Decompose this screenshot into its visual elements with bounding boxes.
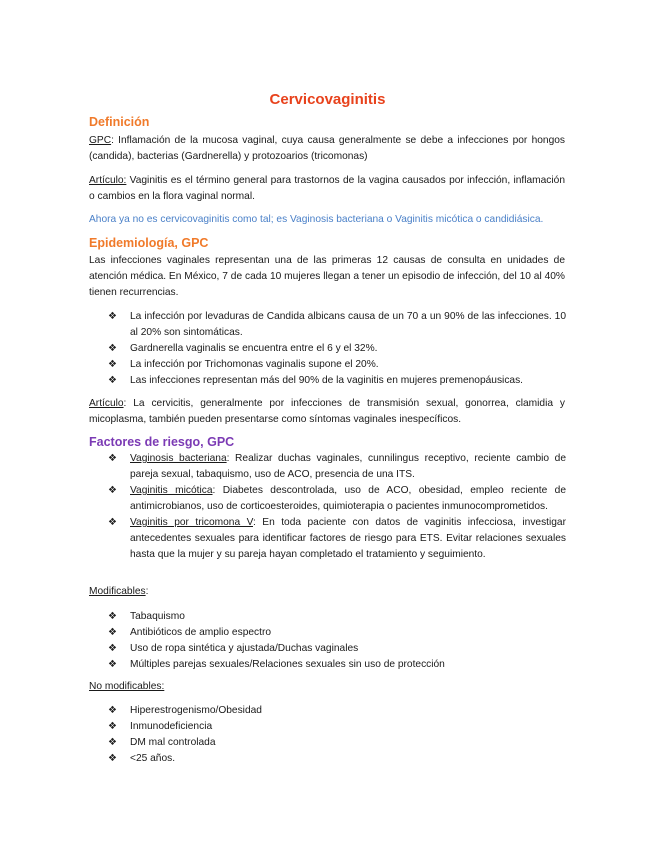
list-item: ❖ Inmunodeficiencia: [108, 719, 566, 735]
paragraph-gpc-definicion: [89, 133, 565, 165]
diamond-bullet-icon: ❖: [108, 517, 117, 528]
diamond-bullet-icon: ❖: [108, 643, 117, 654]
list-item: ❖ Vaginitis por tricomona V: En toda paciente con datos de vaginitis infecciosa, investigar antecedentes sexuales para identificar factores de riesgo para ETS. Evitar relaciones sexuales hasta que la mujer y su pareja hayan completado el tratamiento y seguimiento.: [108, 517, 566, 560]
list-item: ❖ La infección por levaduras de Candida albicans causa de un 70 a un 90% de las infecciones. 10 al 20% son sintomáticas.: [108, 311, 566, 338]
list-item: ❖ Gardnerella vaginalis se encuentra entre el 6 y el 32%.: [108, 341, 566, 357]
gpc-label: GPC: [89, 135, 112, 146]
list-item: ❖ Uso de ropa sintética y ajustada/Duchas vaginales: [108, 641, 566, 657]
diamond-bullet-icon: ❖: [108, 611, 117, 622]
heading-epidemiologia: Epidemiología, GPC: [89, 236, 209, 250]
list-item: ❖ Vaginitis micótica: Diabetes descontrolada, uso de ACO, obesidad, empleo reciente de antimicrobianos, uso de corticoesteroides, quimioterapia o pacientes inmunocomprometidos.: [108, 485, 566, 512]
no-modificables-label: No modificables:: [89, 681, 165, 692]
articulo-text: Vaginitis es el término general para trastornos de la vagina causados por infección, inflamación o cambios en la flora vaginal normal.: [89, 175, 565, 202]
diamond-bullet-icon: ❖: [108, 343, 117, 354]
paragraph-articulo-definicion: [89, 173, 565, 205]
modificables-list: [108, 609, 566, 673]
articulo-text: : La cervicitis, generalmente por infecciones de transmisión sexual, gonorrea, clamidia y micoplasma, también pueden presentarse como síntomas vaginales inespecíficos.: [89, 398, 565, 425]
diamond-bullet-icon: ❖: [108, 485, 117, 496]
list-item: ❖ Antibióticos de amplio espectro: [108, 625, 566, 641]
note-paragraph: Ahora ya no es cervicovaginitis como tal; es Vaginosis bacteriana o Vaginitis micótica o candidiásica.: [89, 214, 544, 225]
diamond-bullet-icon: ❖: [108, 359, 117, 370]
heading-factores-riesgo: Factores de riesgo, GPC: [89, 435, 235, 449]
diamond-bullet-icon: ❖: [108, 375, 117, 386]
diamond-bullet-icon: ❖: [108, 453, 117, 464]
diamond-bullet-icon: ❖: [108, 721, 117, 732]
diamond-bullet-icon: ❖: [108, 311, 117, 322]
articulo-label: Artículo:: [89, 175, 127, 186]
diamond-bullet-icon: ❖: [108, 659, 117, 670]
list-item: ❖ Vaginosis bacteriana: Realizar duchas vaginales, cunnilingus receptivo, reciente cambio de pareja sexual, tabaquismo, uso de ACO, presencia de una ITS.: [108, 453, 566, 480]
list-item: ❖ Tabaquismo: [108, 609, 566, 625]
paragraph-epidemiologia: Las infecciones vaginales representan una de las primeras 12 causas de consulta en unidades de atención médica. En México, 7 de cada 10 mujeres llegan a tener un episodio de infección, del 10 al 40% tienen recurrencias.: [89, 255, 565, 298]
list-item: ❖ DM mal controlada: [108, 735, 566, 751]
diamond-bullet-icon: ❖: [108, 753, 117, 764]
gpc-text: : Inflamación de la mucosa vaginal, cuya causa generalmente se debe a infecciones por hongos (candida), bacterias (Gardnerella) y protozoarios (tricomonas): [89, 135, 565, 162]
list-item: ❖ Hiperestrogenismo/Obesidad: [108, 703, 566, 719]
list-item: ❖ <25 años.: [108, 751, 566, 767]
diamond-bullet-icon: ❖: [108, 737, 117, 748]
no-modificables-list: [108, 703, 566, 767]
diamond-bullet-icon: ❖: [108, 705, 117, 716]
articulo-label: Artículo: [89, 398, 124, 409]
page-title: Cervicovaginitis: [269, 91, 386, 108]
modificables-label: Modificables:: [89, 586, 149, 597]
epidemiologia-list: [108, 309, 566, 389]
list-item: ❖ Múltiples parejas sexuales/Relaciones sexuales sin uso de protección: [108, 657, 566, 673]
list-item: ❖ La infección por Trichomonas vaginalis supone el 20%.: [108, 357, 566, 373]
diamond-bullet-icon: ❖: [108, 627, 117, 638]
paragraph-articulo-epidemiologia: [89, 396, 565, 428]
factores-list: [108, 451, 566, 563]
list-item: ❖ Las infecciones representan más del 90% de la vaginitis en mujeres premenopáusicas.: [108, 373, 566, 389]
heading-definicion: Definición: [89, 115, 150, 129]
